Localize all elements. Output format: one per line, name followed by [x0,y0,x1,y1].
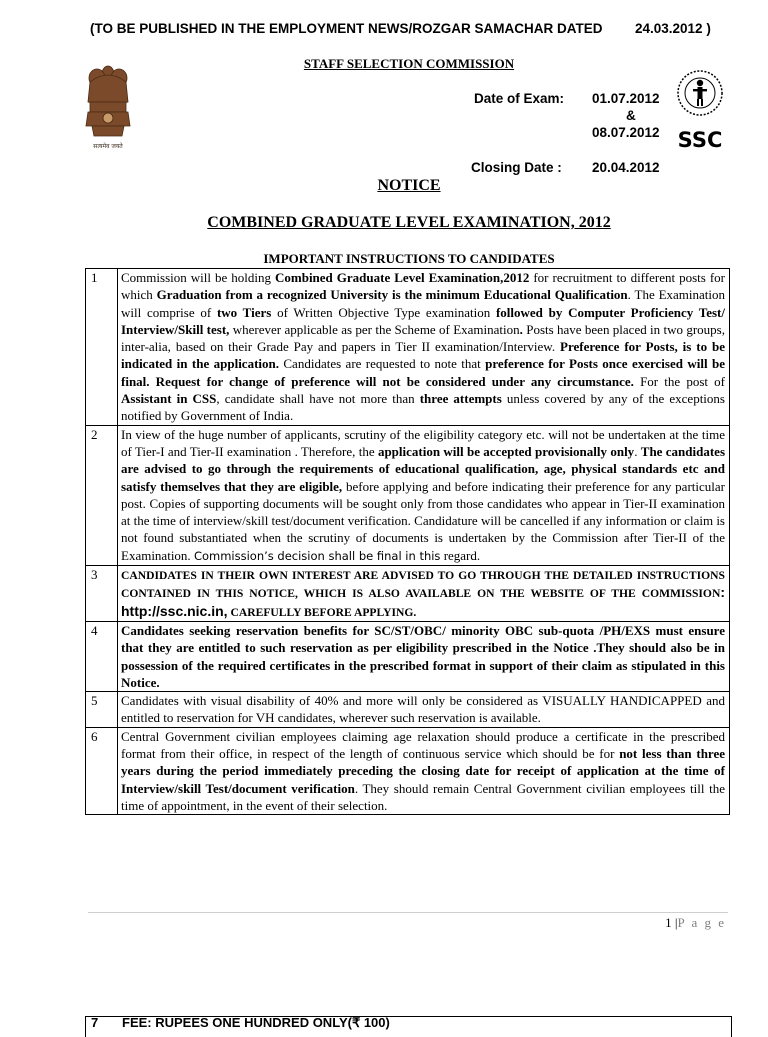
date-of-exam-1: 01.07.2012 [592,91,660,106]
ssc-logo-text: SSC [677,128,723,152]
closing-date-label: Closing Date : [471,160,562,175]
item-number: 6 [86,727,118,814]
publication-date: 24.03.2012 ) [635,21,711,36]
next-item-number: 7 [91,1016,99,1030]
item-text: Central Government civilian employees claiming age relaxation should produce a certificate in the prescribed format from their office, in respect of the length of continuous service which should be for not less than three years during the period immediately preceding the closing date for receipt of application at the time of Interview/skill Test/document verification. They should remain Central Government civilian employees till the time of appointment, in the event of their selection. [118,727,730,814]
item-number: 4 [86,621,118,691]
date-of-exam-label: Date of Exam: [474,91,565,106]
next-item-text: FEE: RUPEES ONE HUNDRED ONLY(₹ 100) [122,1016,390,1030]
next-page-row [85,1016,732,1037]
instructions-title: IMPORTANT INSTRUCTIONS TO CANDIDATES [263,251,555,266]
page-number: 1 |P a g e [665,915,726,930]
table-row [86,566,730,622]
footer-divider [88,912,728,913]
publication-line-text: (TO BE PUBLISHED IN THE EMPLOYMENT NEWS/ROZGAR SAMACHAR DATED [90,21,603,36]
table-row [86,692,730,728]
exam-title: COMBINED GRADUATE LEVEL EXAMINATION, 2012 [207,214,611,231]
item-number: 5 [86,692,118,728]
table-row [86,621,730,691]
publication-line [90,21,730,36]
website-url: : http://ssc.nic.in, [121,584,725,619]
date-of-exam-and: & [626,108,636,123]
table-row [86,727,730,814]
item-number: 2 [86,425,118,565]
table-row [86,425,730,565]
table-row [86,269,730,426]
closing-date: 20.04.2012 [592,160,660,175]
emblem-motto: सत्यमेव जयते [93,143,123,150]
item-text: Candidates seeking reservation benefits for SC/ST/OBC/ minority OBC sub-quota /PH/EXS must ensure that they are entitled to such reservation as per eligibility prescribed in the Notice .They should also be in possession of the required certificates in the prescribed format in support of their claim as stipulated in this Notice. [118,621,730,691]
item-number: 1 [86,269,118,426]
item-text: Commission will be holding Combined Graduate Level Examination,2012 for recruitment to different posts for which Graduation from a recognized University is the minimum Educational Qualification. The Examination will comprise of two Tiers of Written Objective Type examination followed by Computer Proficiency Test/ Interview/Skill test, wherever applicable as per the Scheme of Examination. Posts have been placed in two groups, inter-alia, based on their Grade Pay and papers in Tier II examination/Interview. Preference for Posts, is to be indicated in the application. Candidates are requested to note that preference for Posts once exercised will be final. Request for change of preference will not be considered under any circumstance. For the post of Assistant in CSS, candidate shall have not more than three attempts unless covered by any of the exceptions notified by Government of India. [118,269,730,426]
item-text: Candidates with visual disability of 40% and more will only be considered as VISUALLY HANDICAPPED and entitled to reservation for VH candidates, wherever such reservation is available. [118,692,730,728]
commission-name: STAFF SELECTION COMMISSION [303,56,515,71]
notice-heading: NOTICE [377,177,441,194]
item-number: 3 [86,566,118,622]
date-of-exam-2: 08.07.2012 [592,125,660,140]
instructions-table [85,268,730,815]
item-text: In view of the huge number of applicants, scrutiny of the eligibility category etc. will not be undertaken at the time of Tier-I and Tier-II examination . Therefore, the application will be accepted provisionally only. The candidates are advised to go through the requirements of educational qualification, age, physical standards etc and satisfy themselves that they are eligible, before applying and before indicating their preference for any particular post. Copies of supporting documents will be sought only from those candidates who appear in Tier-II examination at the time of interview/skill test/document verification. Candidature will be cancelled if any information or claim is not found substantiated when the scrutiny of documents is undertaken by the Commission after Tier-II of the Examination. Commission’s decision shall be final in this regard. [118,425,730,565]
item-text: CANDIDATES IN THEIR OWN INTEREST ARE ADVISED TO GO THROUGH THE DETAILED INSTRUCTIONS CONTAINED IN THIS NOTICE, WHICH IS ALSO AVAILABLE ON THE WEBSITE OF THE COMMISSION: http://ssc.nic.in, CAREFULLY BEFORE APPLYING. [118,566,730,622]
ssc-logo-icon [674,65,726,155]
national-emblem-icon [78,60,138,152]
